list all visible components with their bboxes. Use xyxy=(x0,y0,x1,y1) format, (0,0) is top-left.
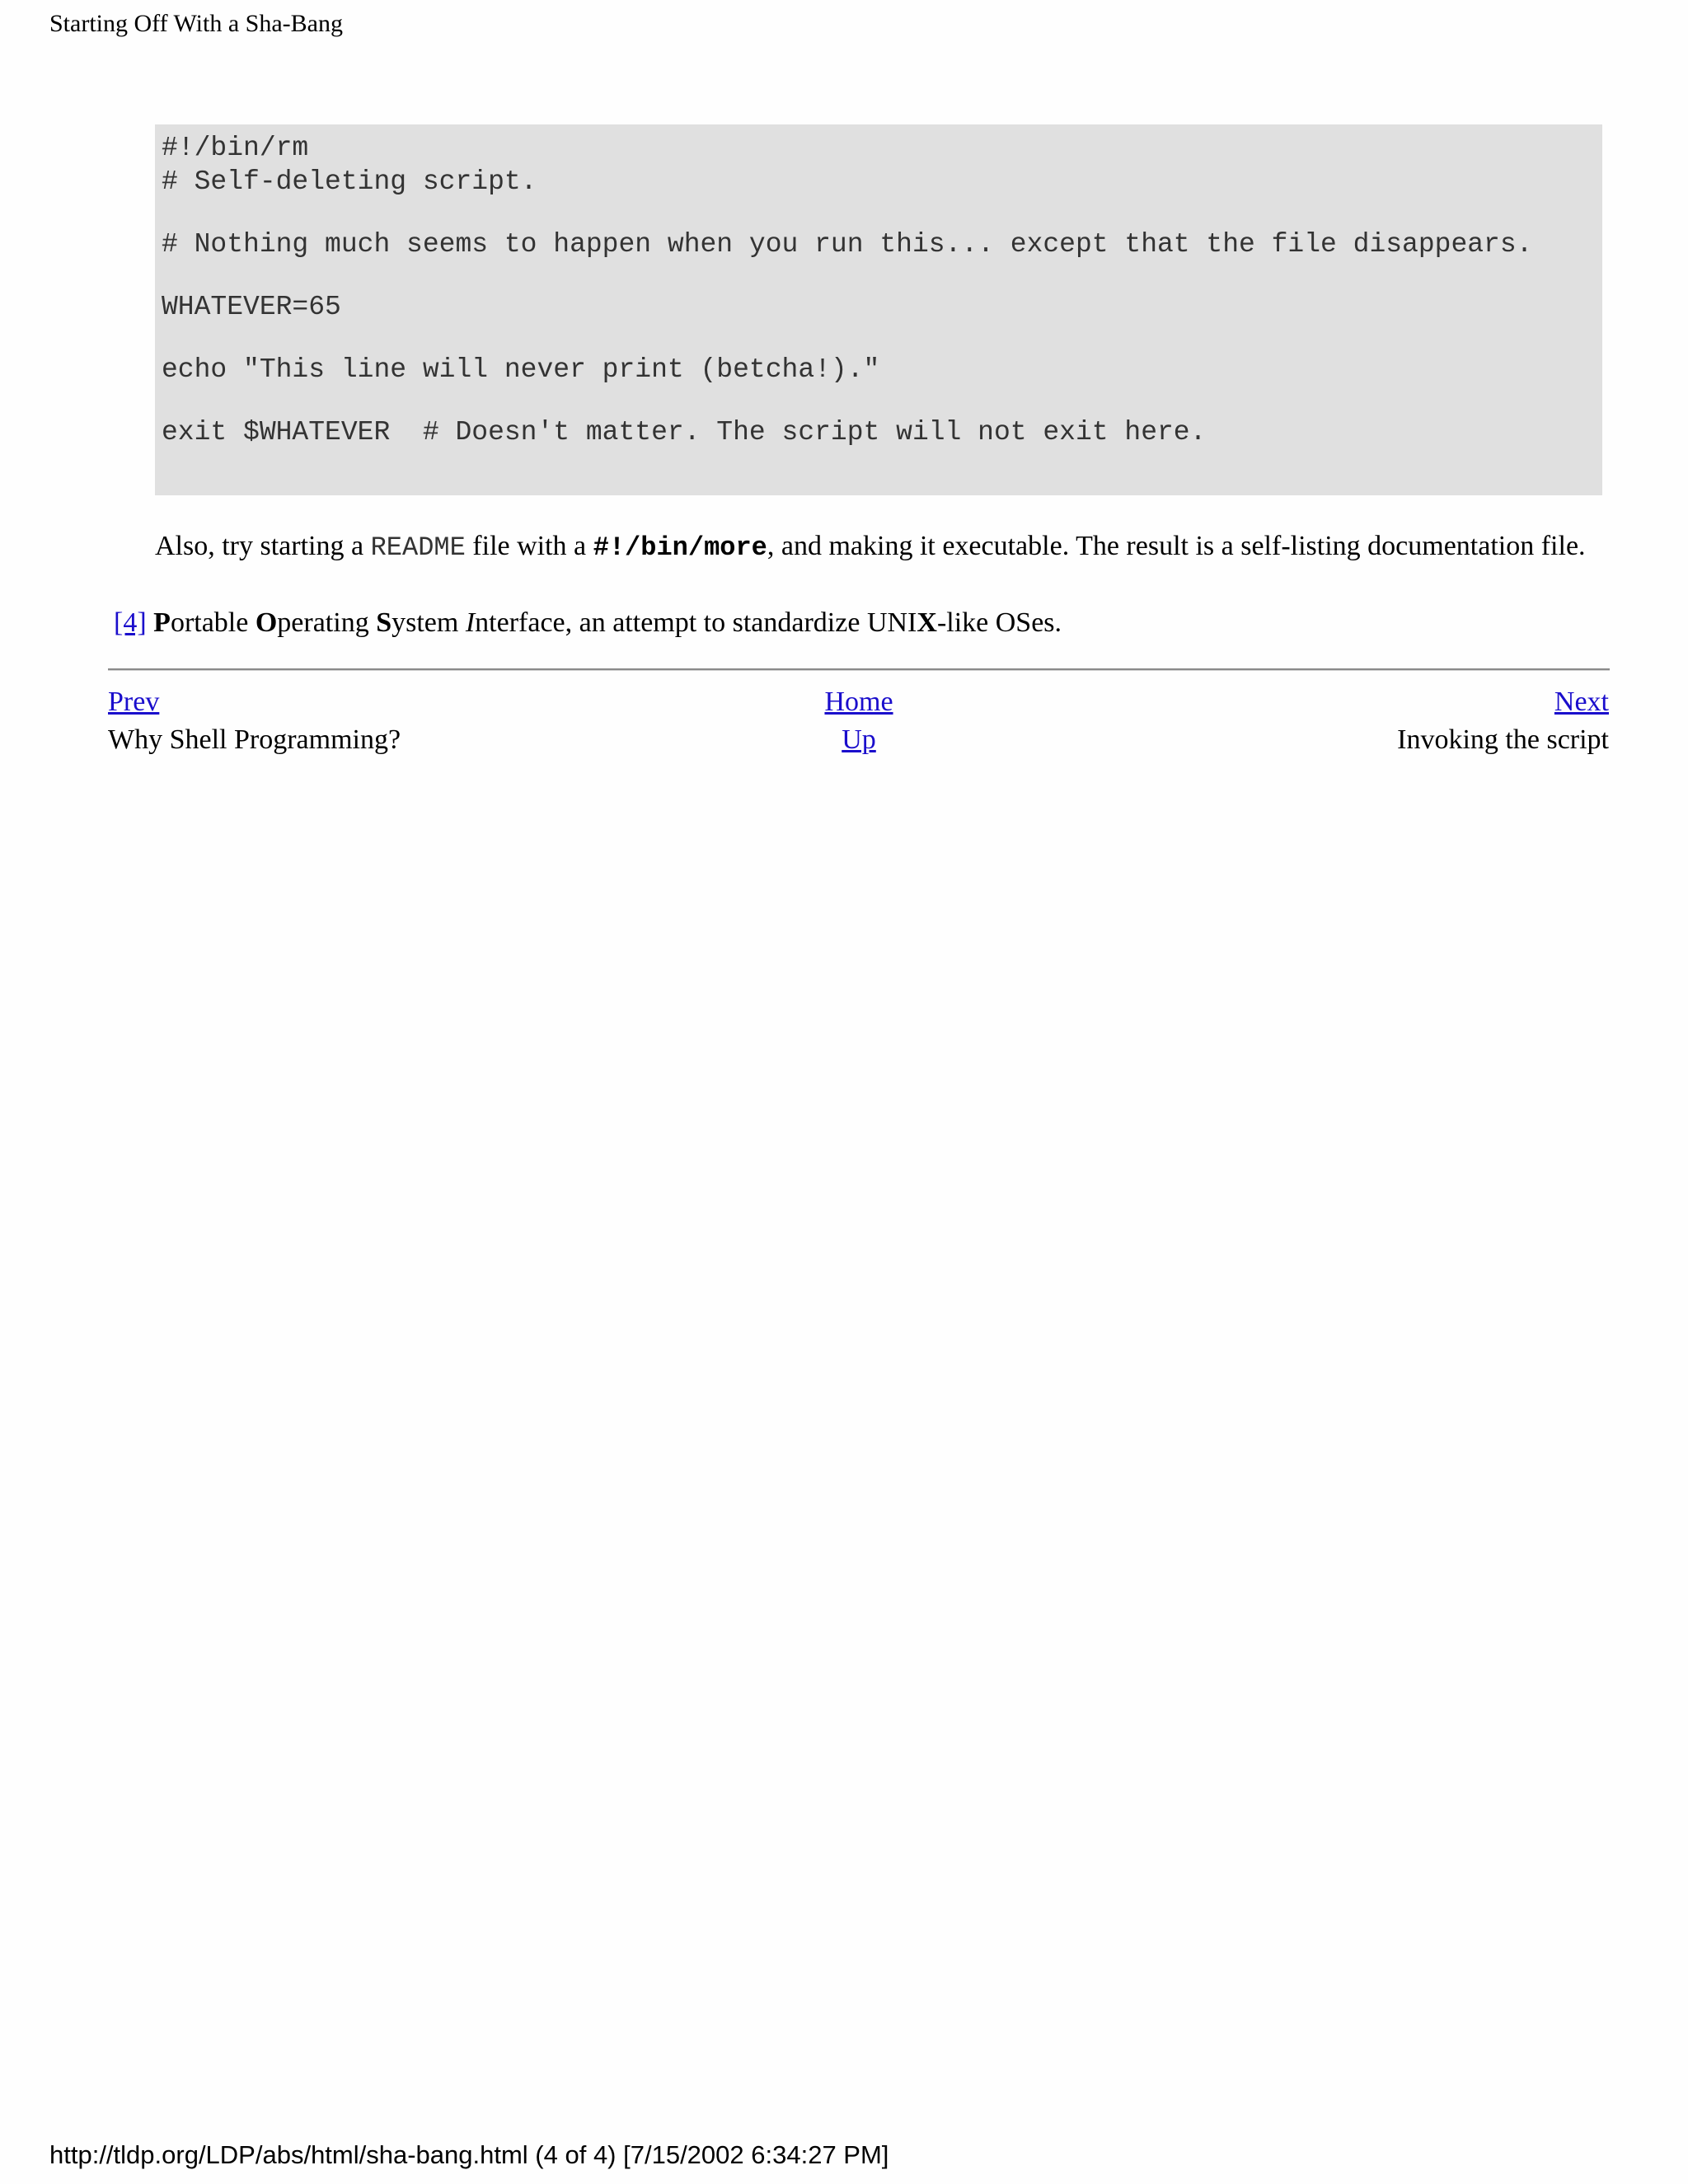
readme-paragraph xyxy=(155,530,1606,565)
footnote-text: ortable xyxy=(170,607,256,638)
prev-link[interactable]: Prev xyxy=(108,687,160,717)
code-line: # Self-deleting script. xyxy=(162,166,537,197)
prev-page-title: Why Shell Programming? xyxy=(108,724,401,755)
next-link[interactable]: Next xyxy=(1554,687,1609,717)
footnote-text: -like OSes. xyxy=(936,607,1062,638)
code-block xyxy=(155,124,1602,495)
next-page-title: Invoking the script xyxy=(1397,724,1609,755)
footnote-letter: O xyxy=(255,607,278,638)
footnote-letter: I xyxy=(465,607,476,638)
up-link[interactable]: Up xyxy=(842,724,876,755)
code-line: exit $WHATEVER # Doesn't matter. The script will not exit here. xyxy=(162,417,1207,448)
nav-home-cell xyxy=(0,684,1688,720)
nav-next-cell xyxy=(1554,684,1609,720)
readme-filename: README xyxy=(370,532,466,563)
footnote-marker-link[interactable]: [4] xyxy=(114,607,147,638)
nav-divider xyxy=(108,668,1610,671)
more-command: #!/bin/more xyxy=(593,532,767,563)
code-line: echo "This line will never print (betcha!)." xyxy=(162,354,880,385)
footnote-letter: P xyxy=(153,607,171,638)
paragraph-text: , and making it executable. The result is a self-listing documentation file. xyxy=(767,531,1586,561)
page-footer-url: http://tldp.org/LDP/abs/html/sha-bang.html (4 of 4) [7/15/2002 6:34:27 PM] xyxy=(49,2140,889,2169)
home-link[interactable]: Home xyxy=(824,687,893,717)
code-line: # Nothing much seems to happen when you run this... except that the file disappears. xyxy=(162,229,1533,260)
footnote-4 xyxy=(114,607,1062,640)
code-line: #!/bin/rm xyxy=(162,133,309,163)
paragraph-text: file with a xyxy=(465,531,593,561)
footnote-text: nterface, an attempt to standardize UNI xyxy=(475,607,917,638)
footnote-text: ystem xyxy=(392,607,466,638)
footnote-letter: S xyxy=(376,607,392,638)
paragraph-text: Also, try starting a xyxy=(155,531,371,561)
footnote-letter: X xyxy=(917,607,937,638)
footnote-text: perating xyxy=(277,607,377,638)
code-line: WHATEVER=65 xyxy=(162,292,341,322)
page-header-title: Starting Off With a Sha-Bang xyxy=(49,10,343,37)
